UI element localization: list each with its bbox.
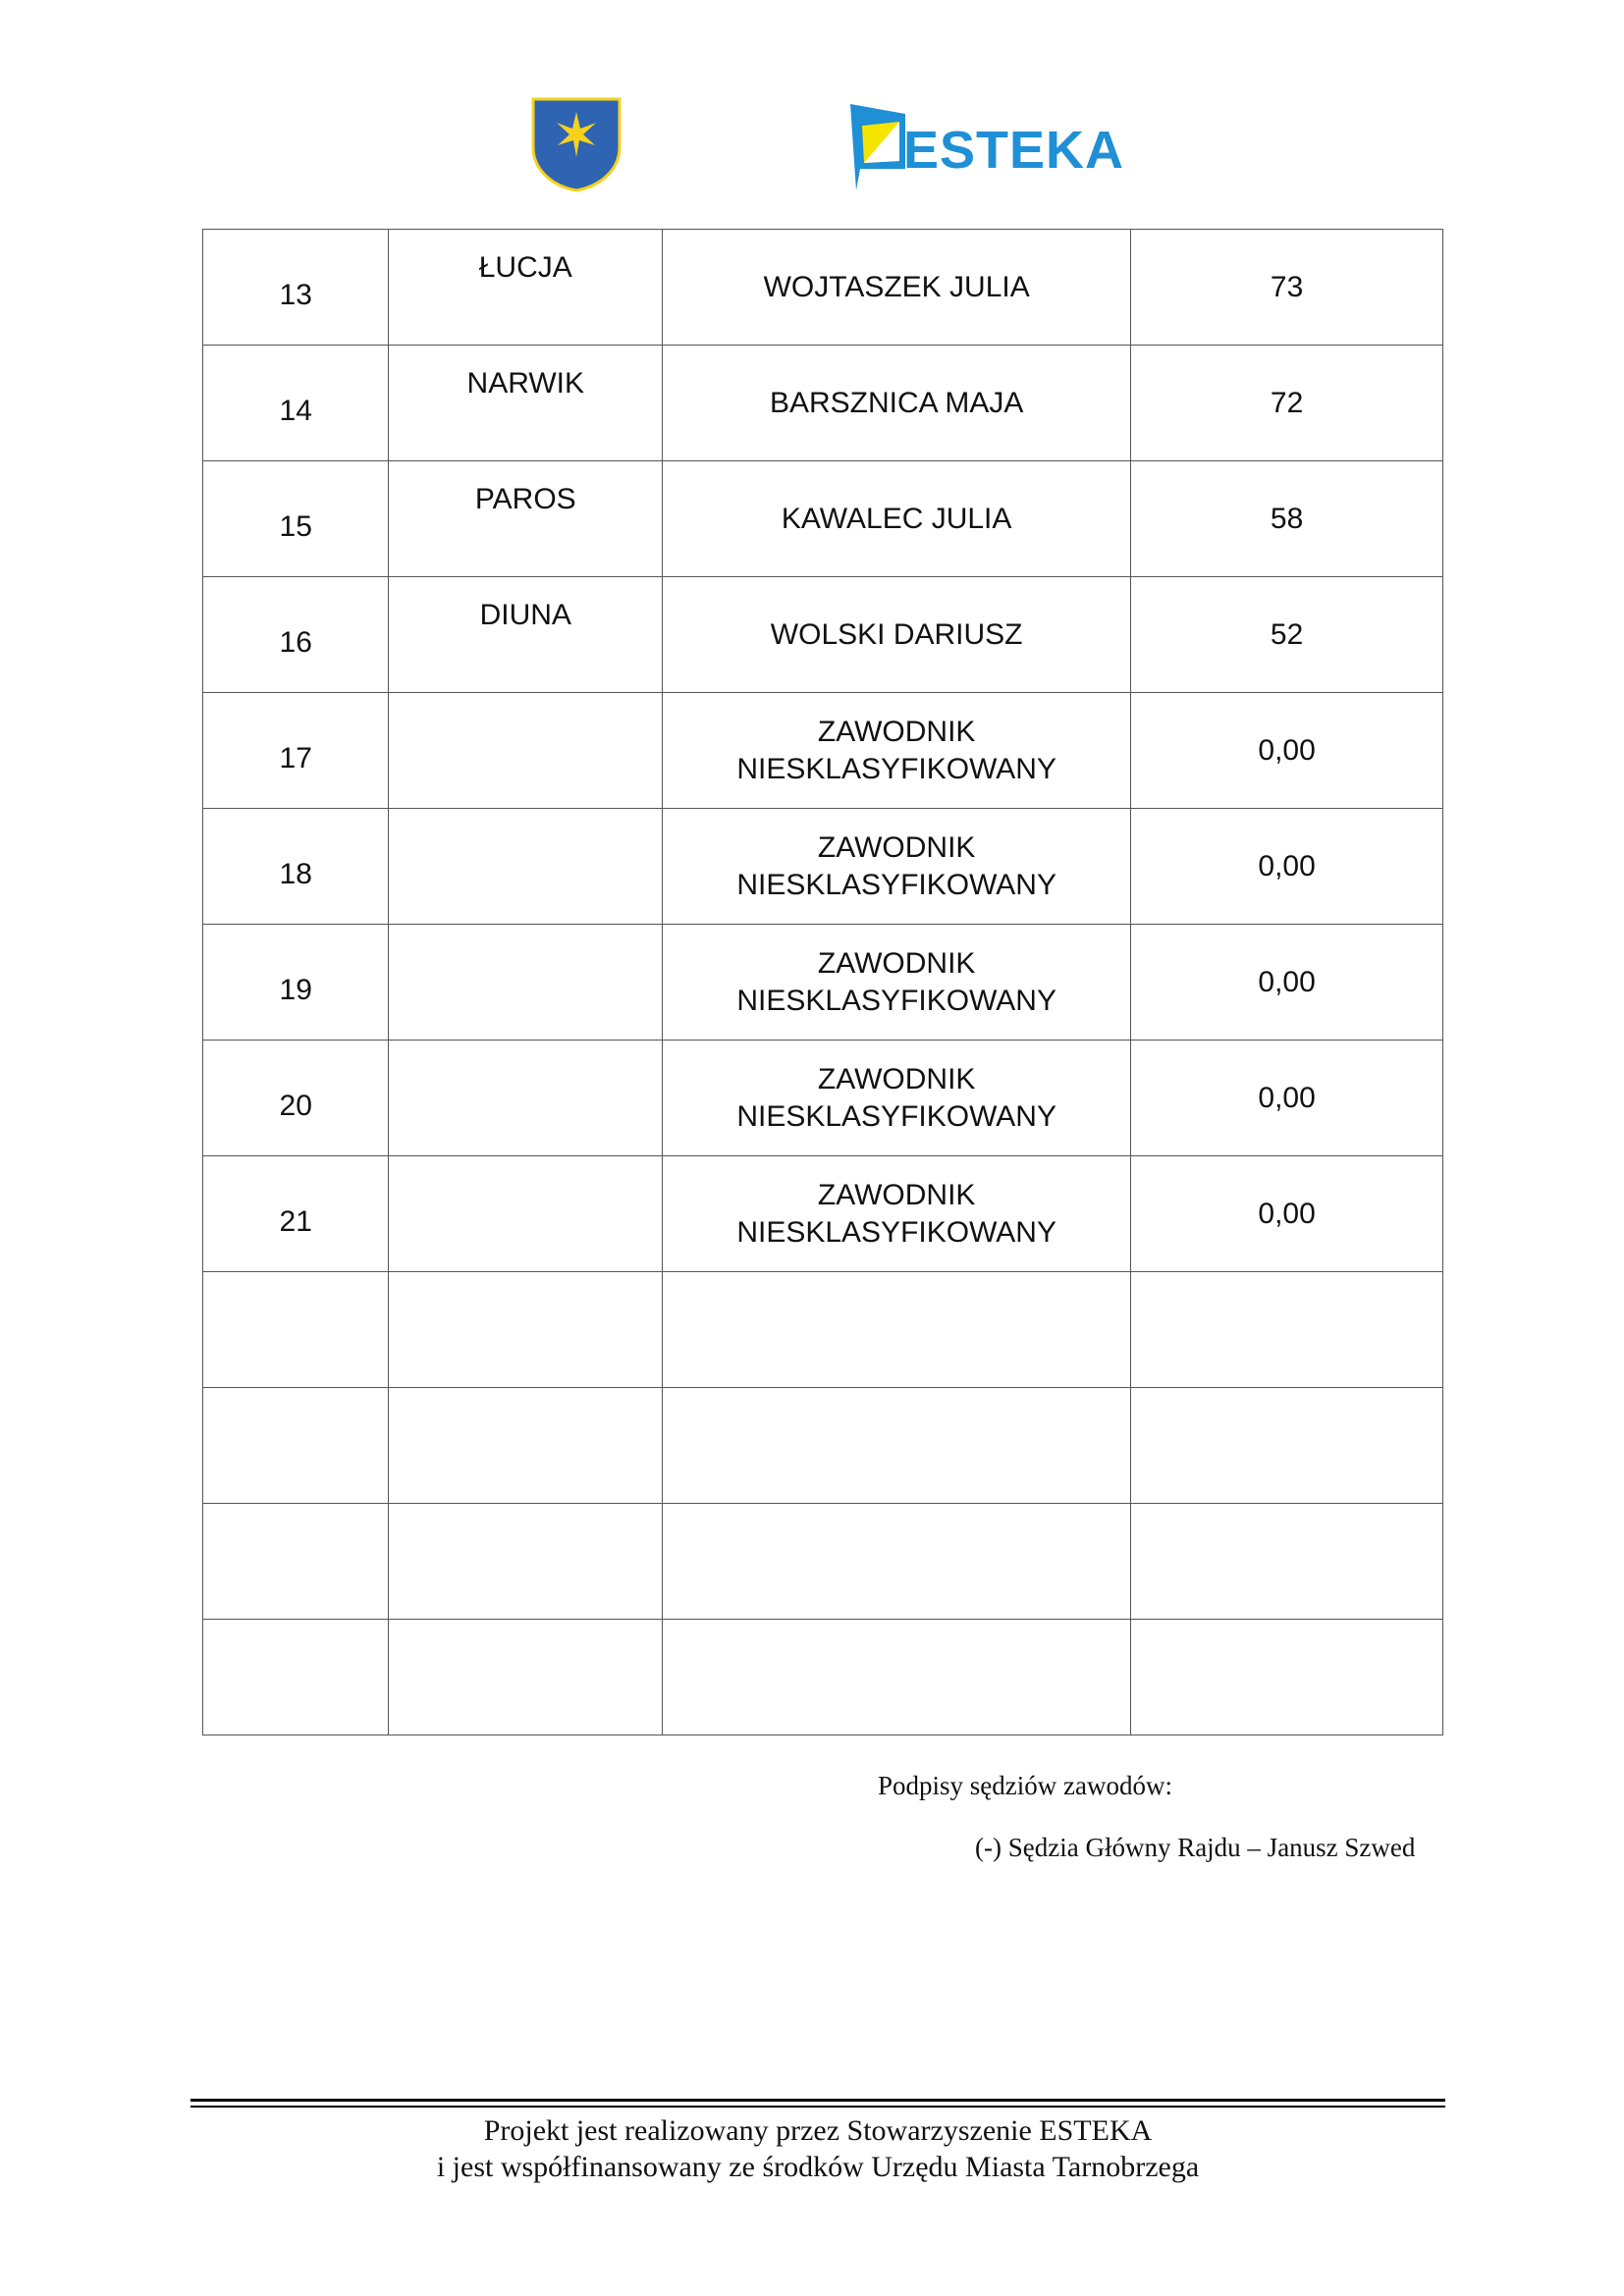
- table-row: [203, 461, 1443, 577]
- name-cell: [389, 809, 663, 925]
- position-cell-text: 19: [279, 974, 312, 1006]
- score-cell: [1131, 1504, 1443, 1620]
- position-cell-text: 13: [279, 279, 312, 311]
- score-cell-text: 0,00: [1258, 965, 1316, 998]
- player-cell-text: NIESKLASYFIKOWANY: [736, 1099, 1056, 1133]
- player-cell: [663, 925, 1131, 1041]
- score-cell: [1131, 1041, 1443, 1156]
- name-cell: [389, 461, 663, 577]
- tarnobrzeg-crest-icon: [530, 96, 623, 192]
- player-cell: [663, 1272, 1131, 1388]
- score-cell: [1131, 1272, 1443, 1388]
- score-cell-text: 0,00: [1258, 733, 1316, 767]
- player-cell-text: NIESKLASYFIKOWANY: [736, 984, 1056, 1017]
- footer-line-2: i jest współfinansowany ze środków Urzędu Miasta Tarnobrzega: [436, 2151, 1200, 2183]
- player-cell-text: ZAWODNIK: [817, 715, 976, 748]
- position-cell: [203, 461, 389, 577]
- position-cell: [203, 1388, 389, 1504]
- footer-line-1: Projekt jest realizowany przez Stowarzyszenie ESTEKA: [483, 2114, 1153, 2147]
- name-cell-text: ŁUCJA: [478, 250, 572, 284]
- position-cell-text: 20: [279, 1090, 312, 1122]
- esteka-logo: [846, 100, 1125, 194]
- player-cell: [663, 1041, 1131, 1156]
- position-cell: [203, 1156, 389, 1272]
- name-cell: [389, 1156, 663, 1272]
- name-cell-text: DIUNA: [479, 598, 571, 631]
- player-cell: [663, 577, 1131, 693]
- player-cell: [663, 1620, 1131, 1735]
- name-cell: [389, 1041, 663, 1156]
- table-row: [203, 230, 1443, 346]
- score-cell: [1131, 693, 1443, 809]
- table-row: [203, 1620, 1443, 1735]
- score-cell-text: 73: [1270, 270, 1304, 303]
- table-row: [203, 346, 1443, 461]
- player-cell-text: BARSZNICA MAJA: [769, 386, 1024, 419]
- player-cell-text: NIESKLASYFIKOWANY: [736, 1215, 1056, 1249]
- score-cell-text: 58: [1270, 502, 1304, 535]
- position-cell: [203, 1272, 389, 1388]
- name-cell: [389, 1620, 663, 1735]
- player-cell: [663, 1504, 1131, 1620]
- player-cell-text: WOJTASZEK JULIA: [763, 270, 1030, 303]
- position-cell: [203, 809, 389, 925]
- position-cell: [203, 577, 389, 693]
- player-cell-text: ZAWODNIK: [817, 946, 976, 980]
- footer: [190, 2112, 1445, 2185]
- position-cell: [203, 1041, 389, 1156]
- table-row: [203, 1156, 1443, 1272]
- player-cell: [663, 1156, 1131, 1272]
- player-cell: [663, 230, 1131, 346]
- judge-signature: (-) Sędzia Główny Rajdu – Janusz Szwed: [975, 1833, 1416, 1862]
- signatures-caption: Podpisy sędziów zawodów:: [878, 1771, 1172, 1800]
- position-cell-text: 17: [279, 742, 312, 774]
- score-cell: [1131, 1388, 1443, 1504]
- player-cell: [663, 346, 1131, 461]
- name-cell: [389, 925, 663, 1041]
- score-cell-text: 0,00: [1258, 1081, 1316, 1114]
- score-cell: [1131, 1620, 1443, 1735]
- name-cell: [389, 346, 663, 461]
- results-table: [202, 229, 1443, 1735]
- name-cell: [389, 230, 663, 346]
- score-cell: [1131, 809, 1443, 925]
- position-cell-text: 14: [279, 395, 312, 427]
- name-cell: [389, 577, 663, 693]
- player-cell-text: ZAWODNIK: [817, 1062, 976, 1095]
- name-cell-text: PAROS: [474, 482, 576, 515]
- position-cell: [203, 1620, 389, 1735]
- score-cell: [1131, 230, 1443, 346]
- score-cell: [1131, 577, 1443, 693]
- score-cell-text: 0,00: [1258, 1197, 1316, 1230]
- name-cell: [389, 693, 663, 809]
- position-cell-text: 21: [279, 1205, 312, 1238]
- position-cell-text: 15: [279, 510, 312, 543]
- position-cell: [203, 346, 389, 461]
- footer-divider: [190, 2099, 1445, 2102]
- player-cell-text: KAWALEC JULIA: [781, 502, 1012, 535]
- position-cell-text: 18: [279, 858, 312, 890]
- player-cell-text: WOLSKI DARIUSZ: [770, 617, 1023, 651]
- table-row: [203, 1504, 1443, 1620]
- score-cell: [1131, 925, 1443, 1041]
- table-row: [203, 693, 1443, 809]
- table-row: [203, 1272, 1443, 1388]
- name-cell: [389, 1272, 663, 1388]
- player-cell-text: ZAWODNIK: [817, 830, 976, 864]
- score-cell-text: 72: [1270, 386, 1304, 419]
- player-cell: [663, 693, 1131, 809]
- position-cell: [203, 230, 389, 346]
- table-row: [203, 809, 1443, 925]
- score-cell: [1131, 461, 1443, 577]
- score-cell-text: 52: [1270, 617, 1304, 651]
- score-cell-text: 0,00: [1258, 849, 1316, 882]
- position-cell: [203, 925, 389, 1041]
- player-cell-text: NIESKLASYFIKOWANY: [736, 752, 1056, 785]
- player-cell: [663, 809, 1131, 925]
- position-cell: [203, 693, 389, 809]
- table-row: [203, 1388, 1443, 1504]
- table-row: [203, 1041, 1443, 1156]
- name-cell: [389, 1388, 663, 1504]
- player-cell: [663, 461, 1131, 577]
- footer-divider-thin: [190, 2106, 1445, 2108]
- position-cell: [203, 1504, 389, 1620]
- score-cell: [1131, 346, 1443, 461]
- player-cell-text: NIESKLASYFIKOWANY: [736, 868, 1056, 901]
- esteka-logo-text: ESTEKA: [903, 121, 1125, 180]
- player-cell: [663, 1388, 1131, 1504]
- name-cell-text: NARWIK: [466, 366, 584, 400]
- player-cell-text: ZAWODNIK: [817, 1178, 976, 1211]
- score-cell: [1131, 1156, 1443, 1272]
- name-cell: [389, 1504, 663, 1620]
- table-row: [203, 925, 1443, 1041]
- position-cell-text: 16: [279, 626, 312, 659]
- table-row: [203, 577, 1443, 693]
